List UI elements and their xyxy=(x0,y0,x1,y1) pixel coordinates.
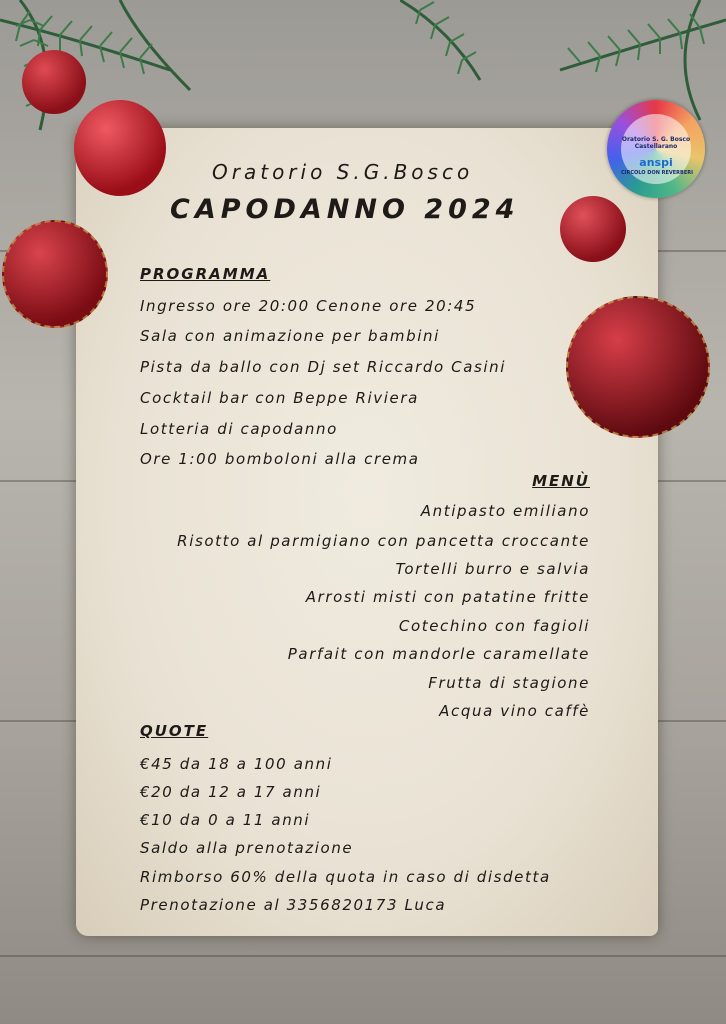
logo-inner xyxy=(621,114,691,184)
list-item: Prenotazione al 3356820173 Luca xyxy=(140,896,447,914)
plank-line xyxy=(0,955,726,957)
list-item: €10 da 0 a 11 anni xyxy=(140,811,311,829)
logo-badge xyxy=(607,100,705,198)
list-item: Ore 1:00 bomboloni alla crema xyxy=(140,450,420,468)
list-item: €20 da 12 a 17 anni xyxy=(140,783,322,801)
list-item: Lotteria di capodanno xyxy=(140,420,338,438)
section-heading-menu: MENÙ xyxy=(532,472,590,490)
list-item: Arrosti misti con patatine fritte xyxy=(305,588,590,606)
christmas-bauble-icon xyxy=(2,220,108,328)
logo-ring-text: Oratorio S. G. Bosco Castellarano xyxy=(621,136,691,150)
list-item: €45 da 18 a 100 anni xyxy=(140,755,333,773)
list-item: Antipasto emiliano xyxy=(420,502,590,520)
list-item: Frutta di stagione xyxy=(428,674,590,692)
list-item: Saldo alla prenotazione xyxy=(140,839,354,857)
list-item: Rimborso 60% della quota in caso di disdetta xyxy=(140,868,551,886)
list-item: Risotto al parmigiano con pancetta croccante xyxy=(177,532,590,550)
page-title: CAPODANNO 2024 xyxy=(170,194,520,225)
list-item: Cocktail bar con Beppe Riviera xyxy=(140,389,419,407)
section-heading-quote: QUOTE xyxy=(140,722,209,740)
section-heading-programma: PROGRAMMA xyxy=(140,265,271,283)
christmas-bauble-icon xyxy=(560,196,626,262)
list-item: Tortelli burro e salvia xyxy=(395,560,590,578)
list-item: Acqua vino caffè xyxy=(439,702,590,720)
list-item: Ingresso ore 20:00 Cenone ore 20:45 xyxy=(140,297,477,315)
list-item: Sala con animazione per bambini xyxy=(140,327,440,345)
logo-brand: anspi xyxy=(639,156,673,169)
list-item: Parfait con mandorle caramellate xyxy=(287,645,590,663)
organizer-name: Oratorio S.G.Bosco xyxy=(212,160,474,184)
christmas-bauble-icon xyxy=(74,100,166,196)
christmas-bauble-icon xyxy=(22,50,86,114)
list-item: Pista da ballo con Dj set Riccardo Casini xyxy=(140,358,507,376)
logo-subtitle: CIRCOLO DON REVERBERI xyxy=(621,170,693,176)
list-item: Cotechino con fagioli xyxy=(398,617,590,635)
christmas-bauble-icon xyxy=(566,296,710,438)
